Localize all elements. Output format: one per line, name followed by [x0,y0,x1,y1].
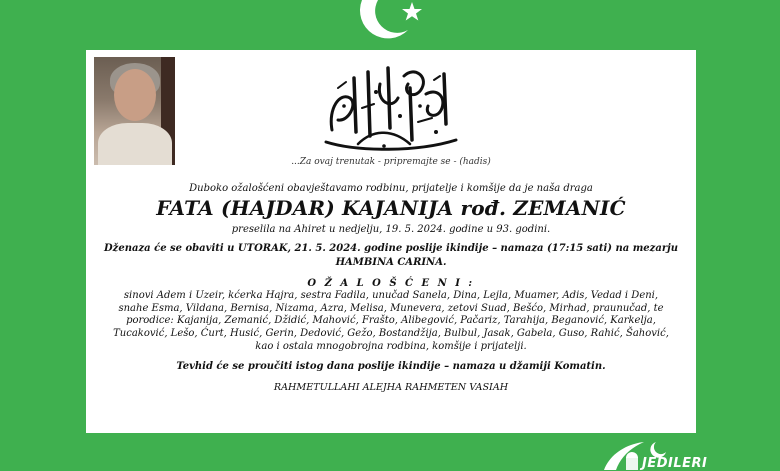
intro-text: Duboko ožalošćeni obavještavamo rodbinu, prijatelje i komšije da je naša draga [189,183,593,194]
burial-line-2: HAMBINA CARINA. [335,257,447,268]
deceased-name: FATA (HAJDAR) KAJANIJA rođ. ZEMANIĆ [156,196,626,220]
mourners-line: kao i ostala mnogobrojna rodbina, komšije i prijatelji. [255,340,527,352]
logo-text: JEDILERI [642,456,708,471]
crescent-and-star-icon [350,0,430,46]
hadis-quote: ...Za ovaj trenutak - pripremajte se - (hadis) [291,157,491,167]
portrait-photo [94,57,175,165]
mourners-line: snahe Esma, Vildana, Bernisa, Nizama, Azra, Melisa, Munevera, zetovi Suad, Bešćo, Mirhad, praunučad, te [118,302,664,314]
mourners-line: sinovi Adem i Uzeir, kćerka Hajra, sestra Fadila, unučad Sanela, Dina, Lejla, Muamer, Adis, Vedad i Deni, [123,290,659,301]
arabic-calligraphy [318,58,464,154]
obituary-card [86,50,696,433]
burial-info [86,242,696,270]
closing-prayer: RAHMETULLAHI ALEJHA RAHMETEN VASIAH [273,381,509,393]
burial-line-1: Dženaza će se obaviti u UTORAK, 21. 5. 2024. godine poslije ikindije – namaza (17:15 sati) na mezarju [104,243,678,254]
tevhid-info: Tevhid će se proučiti istog dana poslije ikindije – namaza u džamiji Komatin. [176,360,606,372]
mourners-line: Tucaković, Lešo, Ćurt, Husić, Gerin, Dedović, Gežo, Bostandžija, Bulbul, Jasak, Gabela, Guso, Rahić, Šahović, [113,328,669,340]
mourners-line: porodice: Kajanija, Zemanić, Džidić, Mahović, Frašto, Alibegović, Pačariz, Tarahija, Beganović, Karkelja, [126,315,656,327]
death-info: preselila na Ahiret u nedjelju, 19. 5. 2024. godine u 93. godini. [231,224,551,235]
mourners-list [86,290,696,354]
mourners-heading: O Ž A L O Š Ć E N I : [307,278,475,289]
